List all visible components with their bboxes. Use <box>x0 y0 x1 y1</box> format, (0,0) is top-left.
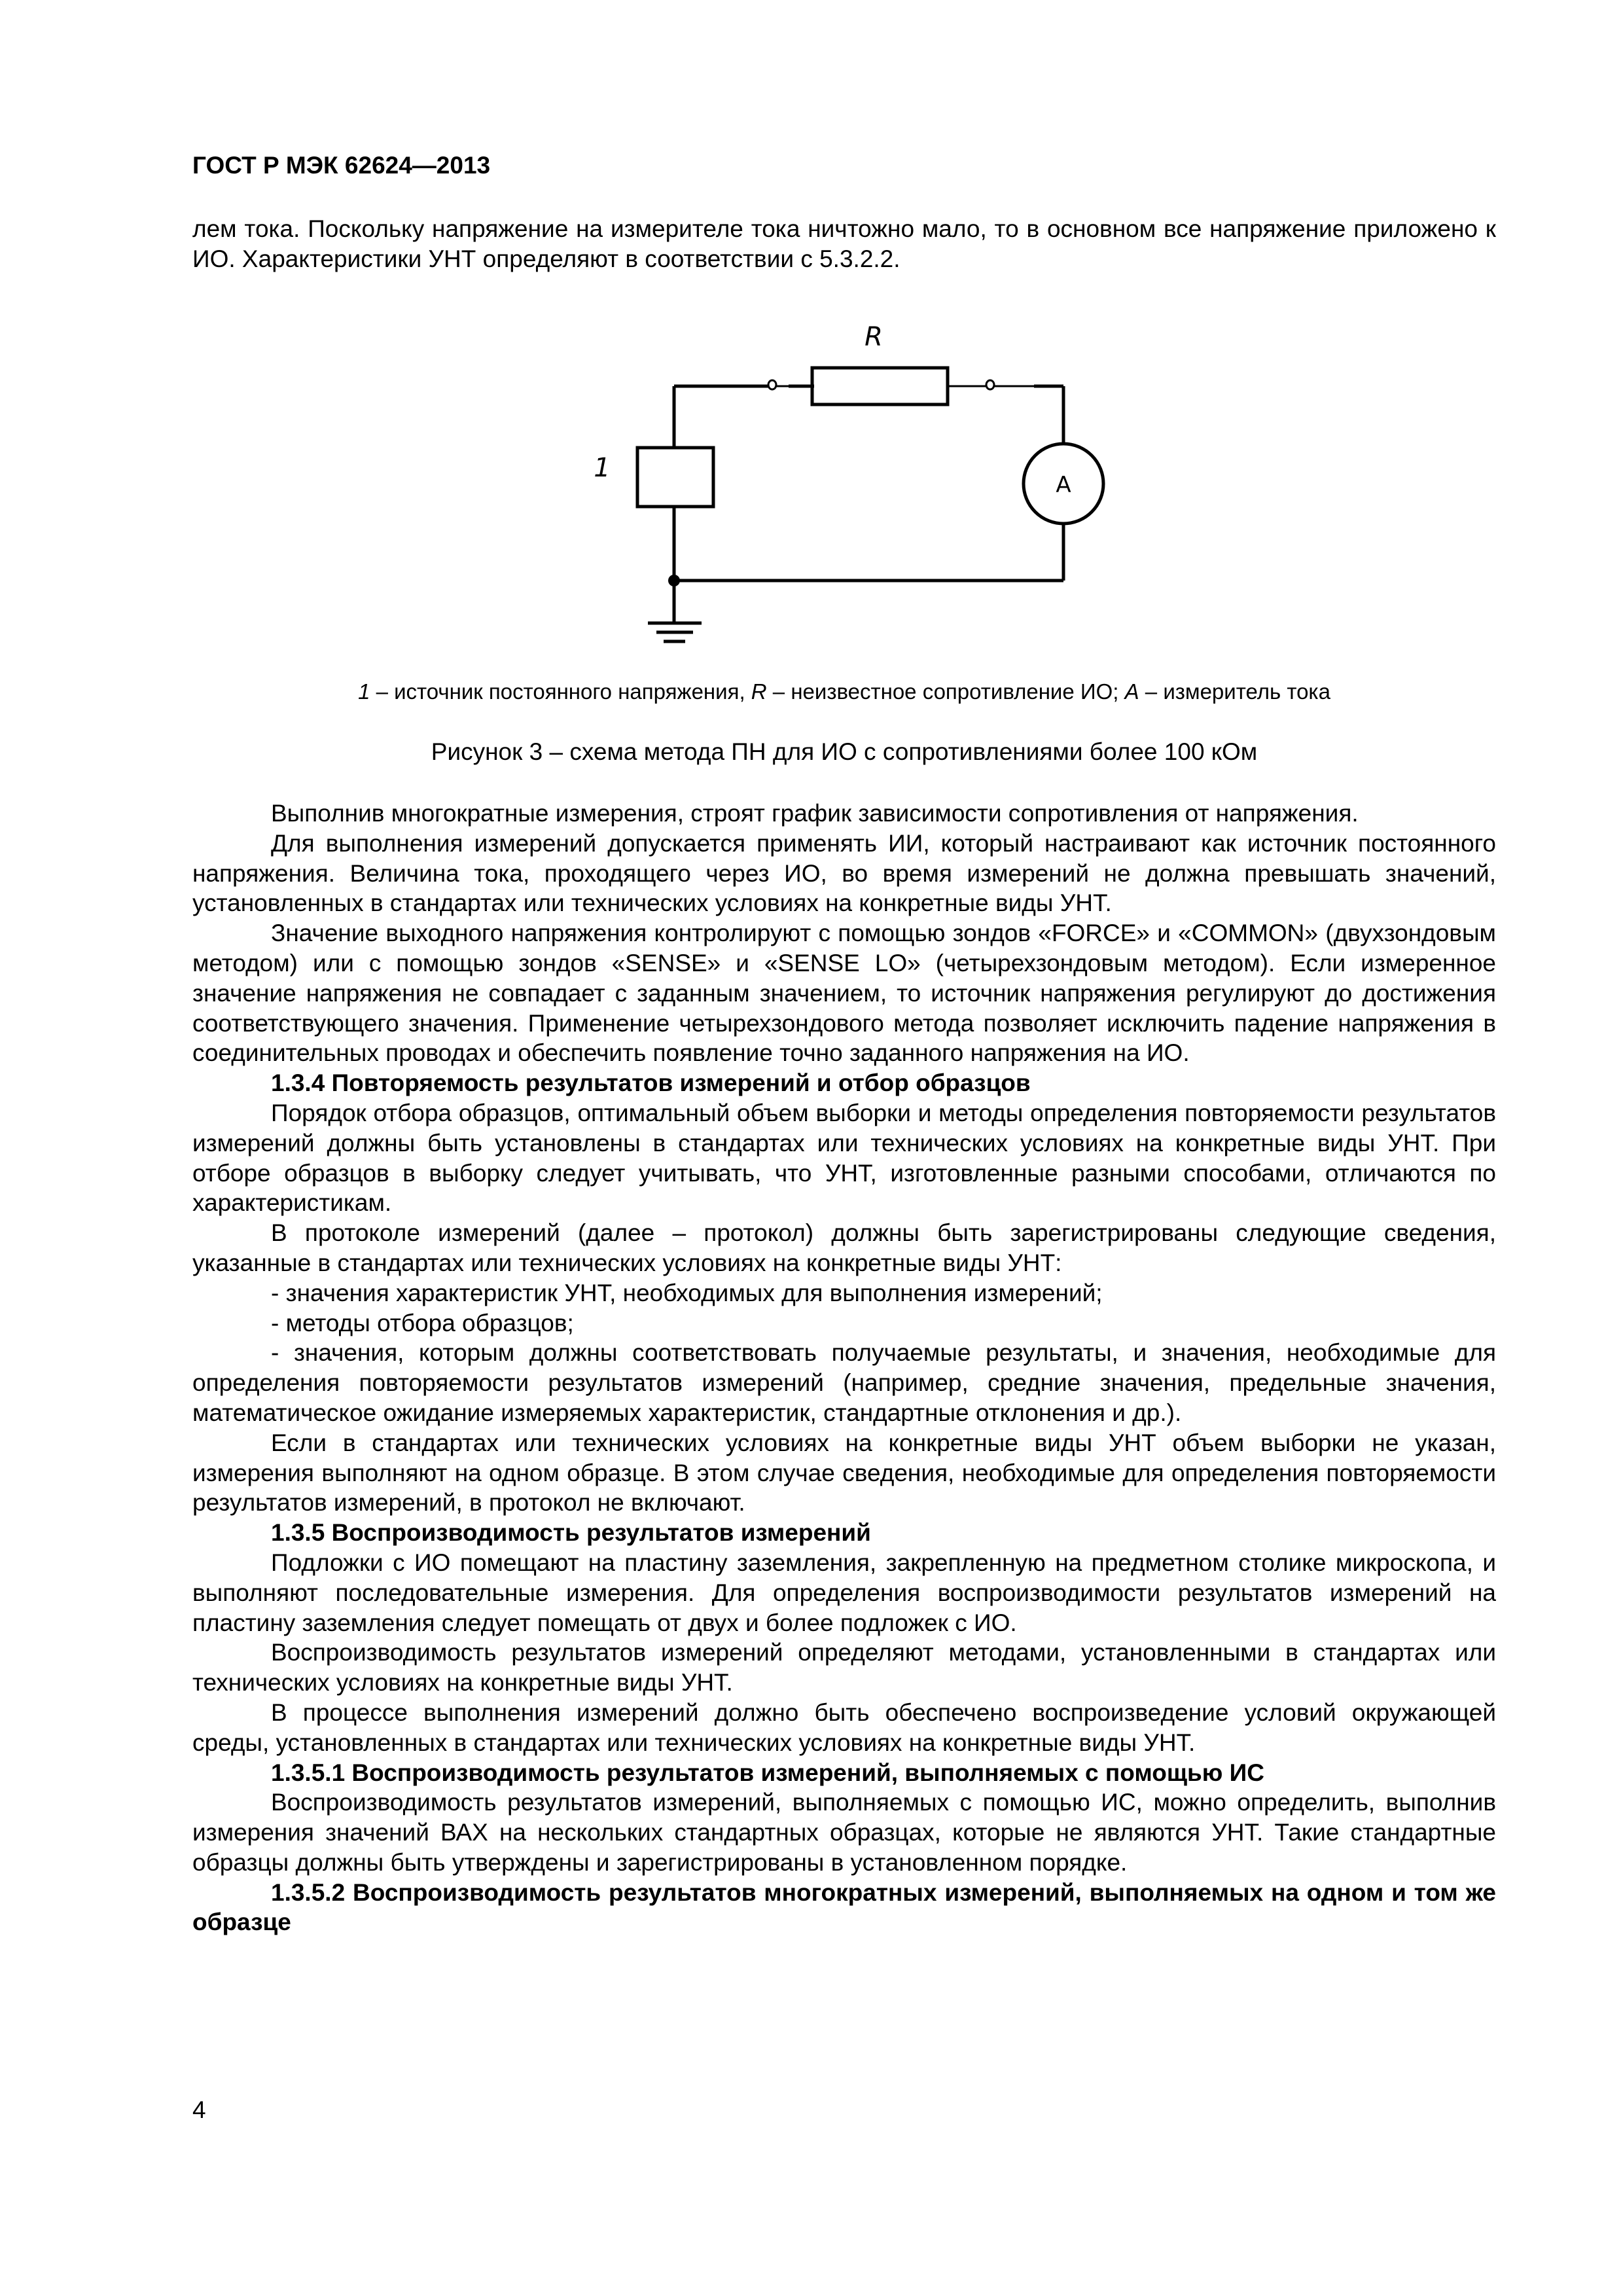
figure-legend <box>192 679 1496 704</box>
paragraph: Если в стандартах или технических условиях на конкретные виды УНТ объем выборки не указан, измерения выполняют на одном образце. В этом случае сведения, необходимые для определения повторяемости результатов измерений, в протокол не включают. <box>192 1429 1496 1516</box>
paragraph: Значение выходного напряжения контролируют с помощью зондов «FORCE» и «COMMON» (двухзондовым методом) или с помощью зондов «SENSE» и «SENSE LO» (четырехзондовым методом). Если измеренное значение напряжения не совпадает с заданным значением, то источник напряжения регулируют до достижения соответствующего значения. Применение четырехзондового метода позволяет исключить падение напряжения в соединительных проводах и обеспечить появление точно заданного напряжения на ИО. <box>192 920 1496 1067</box>
legend-desc-1: – источник постоянного напряжения, <box>370 679 751 704</box>
legend-key-1: 1 <box>358 679 370 704</box>
figure-caption: Рисунок 3 – схема метода ПН для ИО с сопротивлениями более 100 кОм <box>431 738 1258 765</box>
list-item: - значения характеристик УНТ, необходимых для выполнения измерений; <box>271 1279 1103 1306</box>
paragraph: Выполнив многократные измерения, строят график зависимости сопротивления от напряжения. <box>271 800 1359 827</box>
label-a: A <box>1056 472 1071 498</box>
list-item: - методы отбора образцов; <box>271 1309 574 1336</box>
voltage-source-1 <box>637 448 713 507</box>
circuit-diagram <box>0 0 1623 681</box>
section-heading-1-3-4: 1.3.4 Повторяемость результатов измерений и отбор образцов <box>271 1069 1031 1097</box>
body-text <box>192 798 1496 1937</box>
resistor-r <box>812 368 948 404</box>
paragraph: Порядок отбора образцов, оптимальный объем выборки и методы определения повторяемости результатов измерений должны быть установлены в стандартах или технических условиях на конкретные виды УНТ. При отборе образцов в выборку следует учитывать, что УНТ, изготовленные разными способами, отличаются по характеристикам. <box>192 1099 1496 1217</box>
paragraph: Подложки с ИО помещают на пластину заземления, закрепленную на предметном столике микроскопа, и выполняют последовательные измерения. Для определения воспроизводимости результатов измерений на пластину заземления следует помещать от двух и более подложек с ИО. <box>192 1549 1496 1636</box>
section-heading-1-3-5-1: 1.3.5.1 Воспроизводимость результатов измерений, выполняемых с помощью ИС <box>271 1759 1264 1786</box>
list-item: - значения, которым должны соответствовать получаемые результаты, и значения, необходимые для определения повторяемости результатов измерений (например, средние значения, предельные значения, математическое ожидание измеряемых характеристик, стандартные отклонения и др.). <box>192 1339 1496 1426</box>
paragraph: В протоколе измерений (далее – протокол) должны быть зарегистрированы следующие сведения, указанные в стандартах или технических условиях на конкретные виды УНТ: <box>192 1219 1496 1276</box>
page-number: 4 <box>192 2096 206 2123</box>
section-heading-1-3-5-2: 1.3.5.2 Воспроизводимость результатов многократных измерений, выполняемых на одном и том же образце <box>192 1878 1496 1936</box>
standard-header: ГОСТ Р МЭК 62624—2013 <box>192 152 491 179</box>
paragraph: Воспроизводимость результатов измерений, выполняемых с помощью ИС, можно определить, выполнив измерения значений ВАХ на нескольких стандартных образцах, которые не являются УНТ. Такие стандартные образцы должны быть утверждены и зарегистрированы в установленном порядке. <box>192 1789 1496 1876</box>
paragraph: В процессе выполнения измерений должно быть обеспечено воспроизведение условий окружающей среды, установленных в стандартах или технических условиях на конкретные виды УНТ. <box>192 1698 1496 1756</box>
junction-dot <box>668 575 680 586</box>
legend-key-r: R <box>751 679 767 704</box>
paragraph: Воспроизводимость результатов измерений определяют методами, установленными в стандартах или технических условиях на конкретные виды УНТ. <box>192 1639 1496 1696</box>
legend-desc-a: – измеритель тока <box>1139 679 1330 704</box>
paragraph: Для выполнения измерений допускается применять ИИ, который настраивают как источник постоянного напряжения. Величина тока, проходящего через ИО, во время измерений не должна превышать значений, установленных в стандартах или технических условиях на конкретные виды УНТ. <box>192 829 1496 917</box>
label-1: 1 <box>594 453 611 483</box>
section-heading-1-3-5: 1.3.5 Воспроизводимость результатов измерений <box>271 1519 871 1547</box>
legend-key-a: А <box>1124 679 1139 704</box>
legend-desc-r: – неизвестное сопротивление ИО; <box>766 679 1125 704</box>
label-r: R <box>865 322 883 352</box>
intro-paragraph: лем тока. Поскольку напряжение на измерителе тока ничтожно мало, то в основном все напряжение приложено к ИО. Характеристики УНТ определяют в соответствии с 5.3.2.2. <box>192 215 1496 272</box>
